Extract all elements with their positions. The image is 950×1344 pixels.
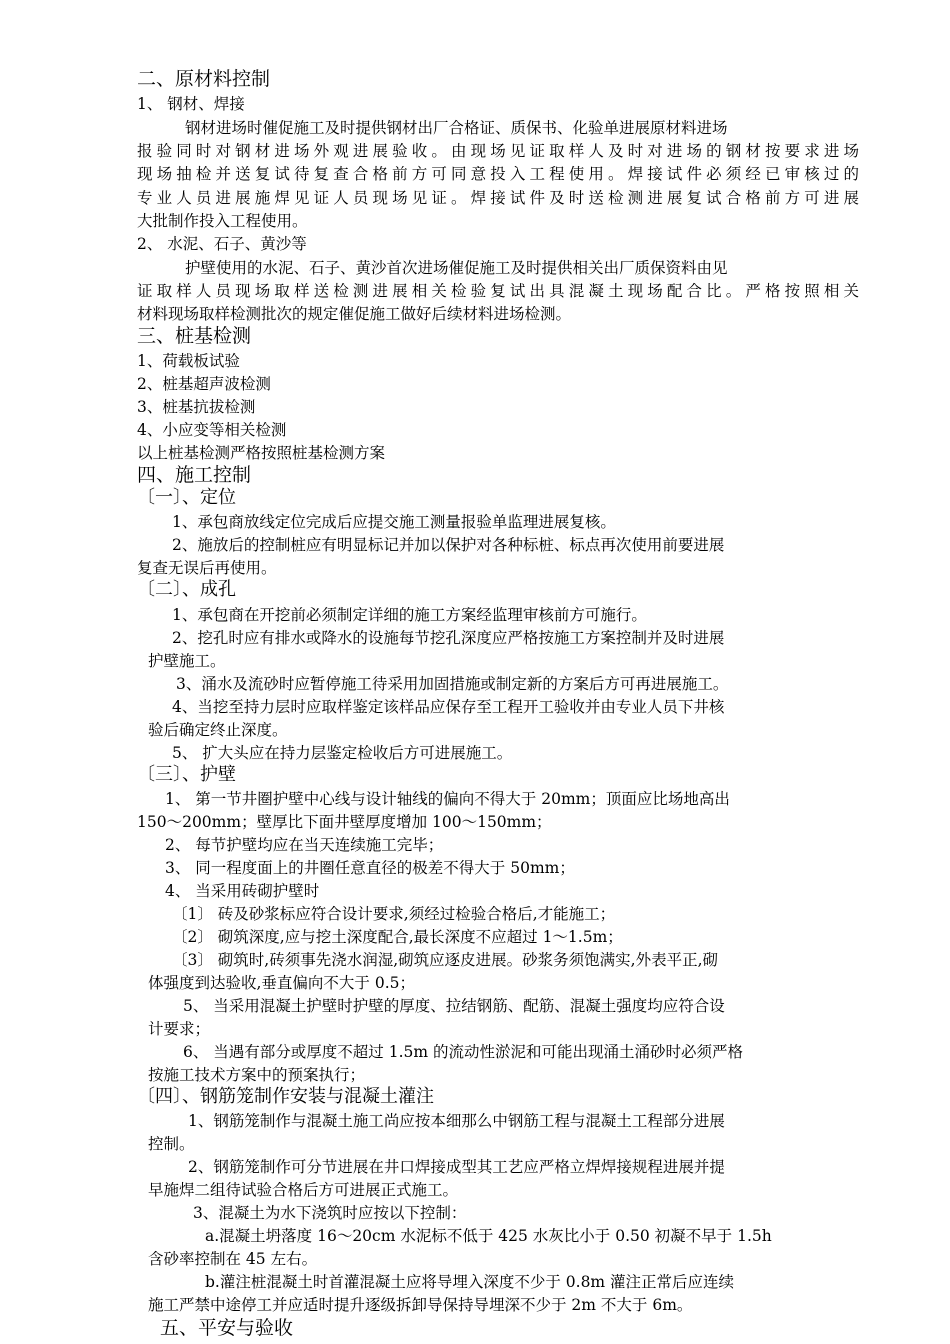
paragraph-line: 报验同时对钢材进场外观进展验收。由现场见证取样人及时对进场的钢材按要求进场 — [137, 142, 859, 160]
paragraph-line: 钢材进场时催促施工及时提供钢材出厂合格证、质保书、化验单进展原材料进场 — [185, 119, 728, 137]
list-item: 4、小应变等相关检测 — [137, 421, 287, 439]
list-item: 5、 扩大头应在持力层鉴定检收后方可进展施工。 — [172, 744, 513, 762]
list-item: 6、 当遇有部分或厚度不超过 1.5m 的流动性淤泥和可能出现涌土涌砂时必须严格 — [183, 1043, 743, 1061]
list-item: 〔1〕 砖及砂浆标应符合设计要求,须经过检验合格后,才能施工； — [172, 905, 616, 923]
paragraph-line: 体强度到达验收,垂直偏向不大于 0.5； — [148, 974, 416, 992]
list-item: 〔2〕 砌筑深度,应与挖土深度配合,最长深度不应超过 1～1.5m； — [172, 928, 623, 946]
subheading-retaining-wall: 〔三〕、护壁 — [137, 764, 236, 785]
list-item: 2、钢筋笼制作可分节进展在井口焊接成型其工艺应严格立焊焊接规程进展并提 — [188, 1158, 725, 1176]
list-item: 2、桩基超声波检测 — [137, 375, 271, 393]
list-item: 〔3〕 砌筑时,砖须事先浇水润湿,砌筑应逐皮进展。砂浆务须饱满实,外表平正,砌 — [172, 951, 718, 969]
list-item: 1、钢筋笼制作与混凝土施工尚应按本细那么中钢筋工程与混凝土工程部分进展 — [188, 1112, 725, 1130]
list-item: 1、承包商在开挖前必须制定详细的施工方案经监理审核前方可施行。 — [172, 606, 647, 624]
subheading-hole-forming: 〔二〕、成孔 — [137, 579, 236, 600]
list-item: 2、施放后的控制桩应有明显标记并加以保护对各种标桩、标点再次使用前要进展 — [172, 536, 725, 554]
heading-pile-testing: 三、桩基检测 — [137, 325, 252, 347]
subheading-cement-gravel-sand: 2、 水泥、石子、黄沙等 — [137, 235, 307, 253]
paragraph-line: 含砂率控制在 45 左右。 — [148, 1250, 318, 1268]
paragraph-line: 材料现场取样检测批次的规定催促施工做好后续材料进场检测。 — [137, 305, 572, 323]
paragraph-line: 护壁使用的水泥、石子、黄沙首次进场催促施工及时提供相关出厂质保资料由见 — [185, 259, 728, 277]
list-item: 3、混凝土为水下浇筑时应按以下控制： — [193, 1204, 467, 1222]
list-item: 3、 同一程度面上的井圈任意直径的极差不得大于 50mm； — [165, 859, 575, 877]
paragraph-line: 控制。 — [148, 1135, 195, 1153]
paragraph-line: 护壁施工。 — [148, 652, 226, 670]
list-item: 4、 当采用砖砌护壁时 — [165, 882, 320, 900]
list-item: b.灌注桩混凝土时首灌混凝土应将导埋入深度不少于 0.8m 灌注正常后应连续 — [205, 1273, 735, 1291]
paragraph-line: 复查无误后再使用。 — [137, 559, 277, 577]
paragraph-line: 150～200mm；壁厚比下面井壁厚度增加 100～150mm； — [137, 813, 552, 831]
paragraph-line: 大批制作投入工程使用。 — [137, 212, 308, 230]
subheading-positioning: 〔一〕、定位 — [137, 487, 236, 508]
paragraph-line: 现场抽检并送复试待复查合格前方可同意投入工程使用。焊接试件必须经已审核过的 — [137, 165, 859, 183]
list-item: 3、桩基抗拔检测 — [137, 398, 256, 416]
list-item: 1、荷载板试验 — [137, 352, 240, 370]
list-item: 2、 每节护壁均应在当天连续施工完毕； — [165, 836, 444, 854]
list-item: 1、 第一节井圈护壁中心线与设计轴线的偏向不得大于 20mm；顶面应比场地高出 — [165, 790, 730, 808]
heading-safety-acceptance: 五、平安与验收 — [160, 1317, 294, 1339]
paragraph-line: 早施焊二组待试验合格后方可进展正式施工。 — [148, 1181, 459, 1199]
paragraph-line: 按施工技术方案中的预案执行； — [148, 1066, 366, 1084]
paragraph-line: 专业人员进展施焊见证人员现场见证。焊接试件及时送检测进展复试合格前方可进展 — [137, 189, 859, 207]
heading-construction-control: 四、施工控制 — [137, 464, 252, 486]
list-item: 4、当挖至持力层时应取样鉴定该样品应保存至工程开工验收并由专业人员下井核 — [172, 698, 725, 716]
list-item: 3、涌水及流砂时应暂停施工待采用加固措施或制定新的方案后方可再进展施工。 — [176, 675, 729, 693]
subheading-steel-welding: 1、 钢材、焊接 — [137, 95, 245, 113]
list-item: 5、 当采用混凝土护壁时护壁的厚度、拉结钢筋、配筋、混凝土强度均应符合设 — [183, 997, 725, 1015]
list-item: 2、挖孔时应有排水或降水的设施每节挖孔深度应严格按施工方案控制并及时进展 — [172, 629, 725, 647]
paragraph-line: 证取样人员现场取样送检测进展相关检验复试出具混凝土现场配合比。严格按照相关 — [137, 282, 859, 300]
paragraph-line: 施工严禁中途停工并应适时提升逐级拆卸导保持导埋深不少于 2m 不大于 6m。 — [148, 1296, 693, 1314]
paragraph-line: 计要求； — [148, 1020, 211, 1038]
list-item: a.混凝土坍落度 16～20cm 水泥标不低于 425 水灰比小于 0.50 初凝不早于 1.5h — [205, 1227, 772, 1245]
list-item: 1、承包商放线定位完成后应提交施工测量报验单监理进展复核。 — [172, 513, 616, 531]
subheading-rebar-cage-concrete: 〔四〕、钢筋笼制作安装与混凝土灌注 — [137, 1086, 434, 1107]
paragraph-line: 验后确定终止深度。 — [148, 721, 288, 739]
heading-raw-materials: 二、原材料控制 — [137, 68, 271, 90]
paragraph-line: 以上桩基检测严格按照桩基检测方案 — [137, 444, 386, 462]
